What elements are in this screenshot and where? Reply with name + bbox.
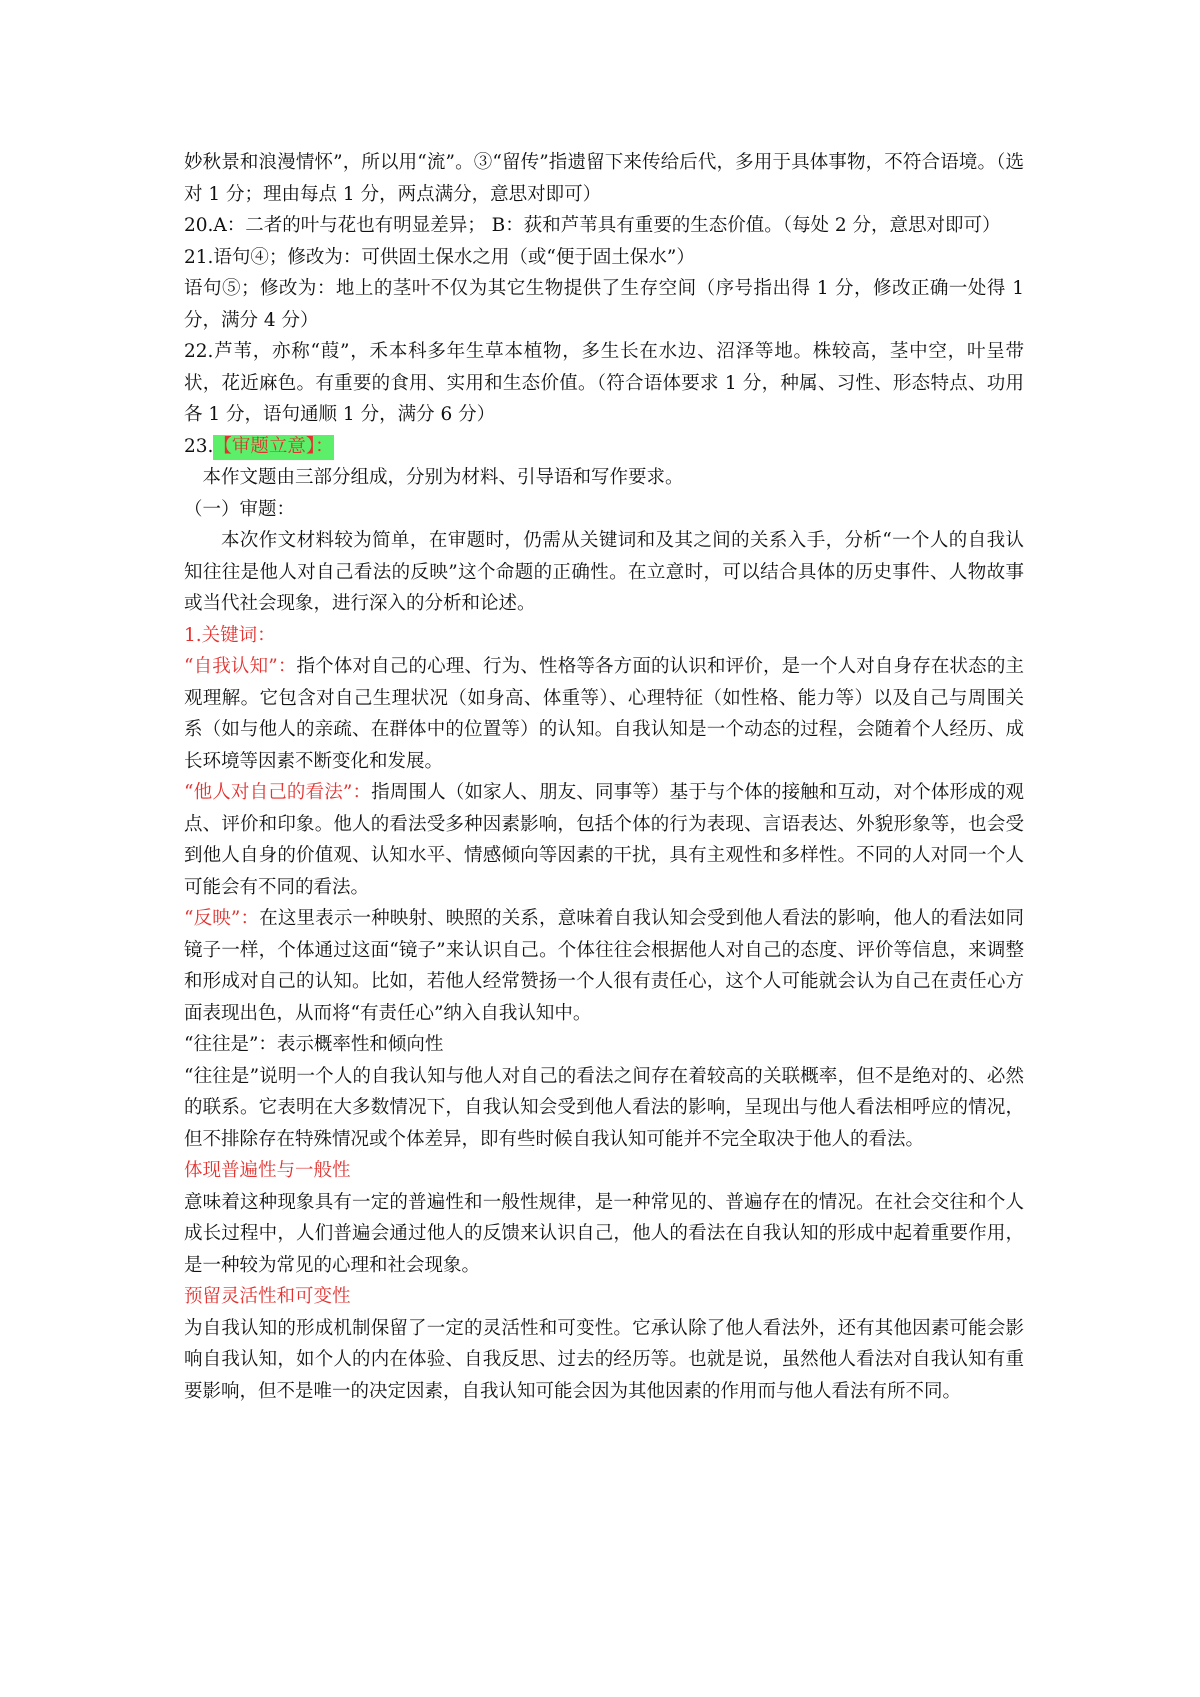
keyword-others-view — [184, 777, 1024, 903]
keyword-often-title: “往往是”：表示概率性和倾向性 — [184, 1034, 444, 1055]
keyword-definition: 在这里表示一种映射、映照的关系，意味着自我认知会受到他人看法的影响，他人的看法如同镜子一样，个体通过这面“镜子”来认识自己。个体往往会根据他人对自己的态度、评价等信息，来调整和形成对自己的认知。比如，若他人经常赞扬一个人很有责任心，这个人可能就会认为自己在责任心方面表现出色，从而将“有责任心”纳入自我认知中。 — [184, 908, 1024, 1024]
answer-q21-part1: 21.语句④；修改为：可供固土保水之用（或“便于固土保水”） — [184, 246, 695, 268]
keyword-often-text: “往往是”说明一个人的自我认知与他人对自己的看法之间存在着较高的关联概率，但不是绝对的、必然的联系。它表明在大多数情况下，自我认知会受到他人看法的影响，呈现出与他人看法相呼应的情况，但不排除存在特殊情况或个体差异，即有些时候自我认知可能并不完全取决于他人的看法。 — [184, 1065, 1024, 1150]
answer-q23-heading — [184, 431, 1024, 463]
section-heading-shenti: （一）审题： — [184, 498, 296, 520]
subheading-flexibility: 预留灵活性和可变性 — [184, 1286, 351, 1307]
highlighted-tag: 【审题立意】： — [213, 435, 333, 460]
essay-intro: 本作文题由三部分组成，分别为材料、引导语和写作要求。 — [202, 467, 684, 488]
analysis-paragraph: 本次作文材料较为简单，在审题时，仍需从关键词和及其之间的关系入手，分析“一个人的自我认知往往是他人对自己看法的反映”这个命题的正确性。在立意时，可以结合具体的历史事件、人物故事或当代社会现象，进行深入的分析和论述。 — [184, 530, 1024, 614]
question-number: 23. — [184, 435, 214, 457]
answer-q21-part2: 语句⑤；修改为：地上的茎叶不仅为其它生物提供了生存空间（序号指出得 1 分，修改正确一处得 1 分，满分 4 分） — [184, 278, 1024, 331]
answer-q20: 20.A：二者的叶与花也有明显差异； B：荻和芦苇具有重要的生态价值。（每处 2 分，意思对即可） — [184, 215, 1001, 236]
keyword-term: “自我认知”： — [184, 656, 297, 677]
keyword-self-cognition — [184, 651, 1024, 777]
keyword-term: “他人对自己的看法”： — [184, 782, 372, 803]
keyword-reflection — [184, 903, 1024, 1029]
subheading-universality: 体现普遍性与一般性 — [184, 1160, 351, 1181]
paragraph-q19-continued: 妙秋景和浪漫情怀”，所以用“流”。③“留传”指遗留下来传给后代，多用于具体事物，不符合语境。（选对 1 分；理由每点 1 分，两点满分，意思对即可） — [184, 152, 1024, 205]
keyword-definition: 指周围人（如家人、朋友、同事等）基于与个体的接触和互动，对个体形成的观点、评价和印象。他人的看法受多种因素影响，包括个体的行为表现、言语表达、外貌形象等，也会受到他人自身的价值观、认知水平、情感倾向等因素的干扰，具有主观性和多样性。不同的人对同一个人可能会有不同的看法。 — [184, 782, 1024, 898]
answer-content — [184, 147, 1024, 1407]
universality-text: 意味着这种现象具有一定的普遍性和一般性规律，是一种常见的、普遍存在的情况。在社会交往和个人成长过程中，人们普遍会通过他人的反馈来认识自己，他人的看法在自我认知的形成中起着重要作用，是一种较为常见的心理和社会现象。 — [184, 1191, 1024, 1276]
keyword-term: “反映”： — [184, 908, 260, 929]
keywords-heading: 1.关键词： — [184, 624, 276, 646]
keyword-definition: 指个体对自己的心理、行为、性格等各方面的认识和评价，是一个人对自身存在状态的主观理解。它包含对自己生理状况（如身高、体重等）、心理特征（如性格、能力等）以及自己与周围关系（如与他人的亲疏、在群体中的位置等）的认知。自我认知是一个动态的过程，会随着个人经历、成长环境等因素不断变化和发展。 — [184, 656, 1024, 772]
answer-q22: 22.芦苇，亦称“葭”，禾本科多年生草本植物，多生长在水边、沼泽等地。株较高，茎中空，叶呈带状，花近麻色。有重要的食用、实用和生态价值。（符合语体要求 1 分，种属、习性、形态特点、功用各 1 分，语句通顺 1 分，满分 6 分） — [184, 341, 1024, 425]
flexibility-text: 为自我认知的形成机制保留了一定的灵活性和可变性。它承认除了他人看法外，还有其他因素可能会影响自我认知，如个人的内在体验、自我反思、过去的经历等。也就是说，虽然他人看法对自我认知有重要影响，但不是唯一的决定因素，自我认知可能会因为其他因素的作用而与他人看法有所不同。 — [184, 1317, 1024, 1402]
